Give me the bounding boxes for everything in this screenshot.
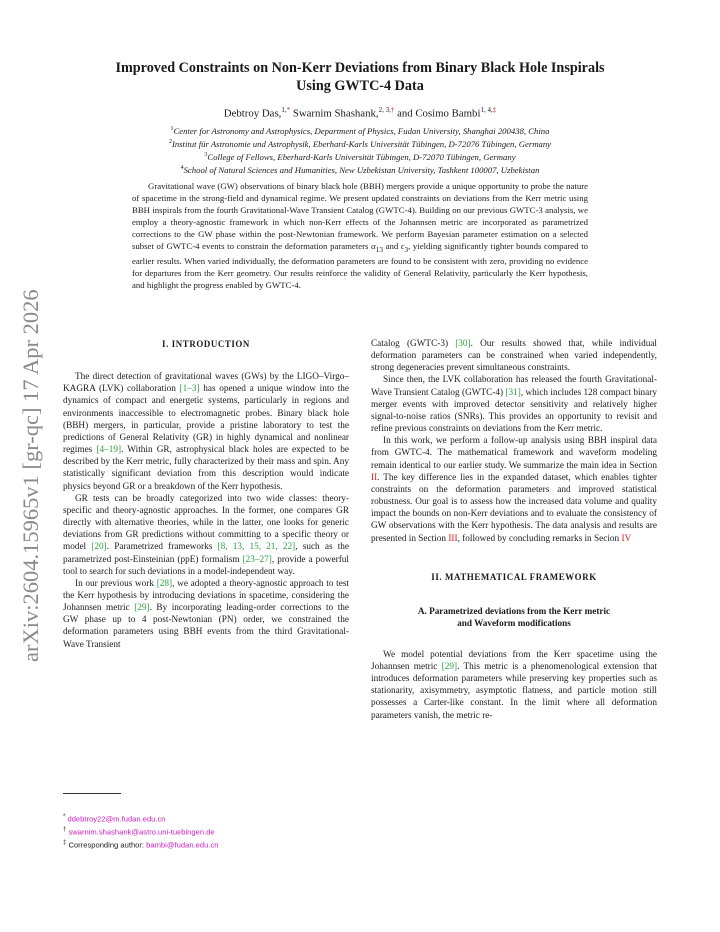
affiliation-1 xyxy=(60,124,660,137)
affiliation-text: Center for Astronomy and Astrophysics, Department of Physics, Fudan University, Shanghai 200438, China xyxy=(173,125,550,136)
body-text: The direct detection of gravitational waves (GWs) by the LIGO–Virgo–KAGRA (LVK) collaboration xyxy=(63,372,349,395)
affiliation-text: School of Natural Sciences and Humanities, New Uzbekistan University, Tashkent 100007, Uzbekistan xyxy=(183,165,540,176)
intro-paragraph-3 xyxy=(63,578,349,651)
body-text: . Within GR, astrophysical black holes are expected to be described by the Kerr metric, fully characterized by their mass and spin. Any statistically significant deviation from this description would indicate physics beyond GR or a breakdown of the Kerr hypothesis. xyxy=(63,445,350,492)
intro-paragraph-1 xyxy=(63,371,349,493)
footnote-mark: * xyxy=(63,814,66,820)
affiliation-number: 4 xyxy=(180,165,184,172)
intro-paragraph-2 xyxy=(63,493,349,578)
citation-link[interactable]: [8, xyxy=(217,542,228,553)
affiliation-text: Institut für Astronomie und Astrophysik, Eberhard-Karls Universität Tübingen, D-72076 Tübingen, Germany xyxy=(171,138,552,149)
subsection-heading-a xyxy=(371,605,657,629)
citation-link[interactable]: [4–19] xyxy=(96,445,122,456)
intro-paragraph-5 xyxy=(371,435,657,544)
affiliation-number: 1 xyxy=(170,126,174,132)
author-das: Debtroy Das, xyxy=(223,107,282,120)
arxiv-sidebar xyxy=(8,262,50,662)
author-shashank: Swarnim Shashank, xyxy=(292,107,379,120)
footnote-bambi xyxy=(63,838,349,851)
author-shashank-affil: 2, 3, xyxy=(378,106,391,114)
body-text: . Our results showed that, while individual deformation parameters can be constrained when varied independently, strong degeneracies prevent simultaneous constraints. xyxy=(371,339,658,374)
abstract-text: , yielding significantly tighter bounds compared to earlier results. When varied individually, the deformation parameters are found to be consistent with zero, providing no evidence for departures from the Kerr geometry. Our results reinforce the validity of General Relativity, particularly the Kerr hypothesis, and highlight the progress enabled by GWTC-4. xyxy=(132,240,589,290)
body-text: GR tests can be broadly categorized into two wide classes: theory-specific and theory-agnostic approaches. In the former, one compares GR directly with alternative theories, while in the latter, one looks for generic deviations from GR predictions without committing to a specific theory or model xyxy=(63,493,349,553)
author-bambi-affil: 1, 4, xyxy=(480,106,493,114)
section-heading-mathematical-framework: II. MATHEMATICAL FRAMEWORK xyxy=(431,571,597,582)
citation-link[interactable]: [28] xyxy=(156,578,173,589)
alpha-subscript: 13 xyxy=(375,245,383,254)
footnote-mark: † xyxy=(63,827,67,834)
author-and: and xyxy=(397,107,413,120)
citation-link[interactable]: 21, xyxy=(266,542,278,553)
right-column xyxy=(371,338,657,722)
footnotes xyxy=(63,812,349,851)
author-bambi-footnote-mark[interactable]: ‡ xyxy=(492,106,497,114)
citation-link[interactable]: 22] xyxy=(282,542,296,553)
footnote-shashank xyxy=(63,825,349,838)
epsilon-subscript: 3 xyxy=(404,245,409,254)
email-link[interactable]: ddebtroy22@m.fudan.edu.cn xyxy=(67,814,166,824)
body-text: In our previous work xyxy=(75,578,157,589)
body-text: Catalog (GWTC-3) xyxy=(371,339,456,349)
abstract-text: Gravitational wave (GW) observations of binary black hole (BBH) mergers provide a unique opportunity to probe the nature of spacetime in the strong-field and dynamical regime. We present updated constraints on deviations from the Kerr metric using BBH inspirals from the fourth Gravitational-Wave Transient Catalog (GWTC-4). Building on our previous GWTC-3 analysis, we employ a theory-agnostic framework in which non-Kerr effects of the Johannsen metric are incorporated as parametrized corrections to the GW phase within the post-Newtonian framework. We perform Bayesian parameter estimation on a selected subset of GWTC-4 events to constrain the deformation parameters xyxy=(132,181,588,251)
affiliation-4 xyxy=(60,163,660,176)
subsection-heading-line: and Waveform modifications xyxy=(457,617,571,628)
footnote-rule xyxy=(63,793,121,794)
citation-link[interactable]: [29] xyxy=(441,661,458,672)
section-reference-link[interactable]: II xyxy=(371,472,378,483)
body-text: , we adopted a theory-agnostic approach to test the Kerr hypothesis by introducing deviations in spacetime, considering the Johannsen metric xyxy=(63,578,349,614)
framework-paragraph-1 xyxy=(371,649,657,722)
intro-paragraph-3-continued xyxy=(371,338,657,374)
citation-link[interactable]: 13, xyxy=(232,542,245,553)
affiliation-text: College of Fellows, Eberhard-Karls Universität Tübingen, D-72070 Tübingen, Germany xyxy=(207,152,516,163)
citation-link[interactable]: [23–27] xyxy=(242,554,272,565)
body-text: . The key difference lies in the expanded dataset, which enables tighter constraints on the deformation parameters and improved statistical robustness. Our goal is to assess how the increased data volume and quality impact the bounds on non-Kerr deviations and to evaluate the consistency of GW observations with the Kerr hypothesis. The data analysis and results are presented in Section xyxy=(371,472,657,544)
affiliation-list xyxy=(60,124,660,176)
citation-link[interactable]: 15, xyxy=(249,542,261,553)
paper-title xyxy=(60,60,660,95)
citation-link[interactable]: [1–3] xyxy=(179,384,200,395)
abstract-text: and xyxy=(382,240,401,251)
author-shashank-footnote-mark[interactable]: † xyxy=(390,106,395,114)
author-list xyxy=(60,106,660,120)
left-column xyxy=(63,338,349,651)
body-text: has opened a unique window into the dynamics of compact and energetic systems, particularly in regions and environments inaccessible to electromagnetic probes. Binary black hole (BBH) mergers, in particular, provide a pristine laboratory to test the predictions of General Relativity (GR) in highly dynamical and nonlinear regimes xyxy=(63,384,349,456)
section-reference-link[interactable]: IV xyxy=(621,533,632,544)
affiliation-number: 2 xyxy=(168,139,172,146)
title-line-1: Improved Constraints on Non-Kerr Deviations from Binary Black Hole Inspirals xyxy=(115,60,605,76)
email-link[interactable]: swarnim.shashank@astro.uni-tuebingen.de xyxy=(68,827,215,837)
author-bambi: Cosimo Bambi xyxy=(415,107,481,120)
body-text: , such as the parametrized post-Einsteinian (ppE) formalism xyxy=(63,542,350,565)
arxiv-identifier[interactable]: arXiv:2604.15965v1 [gr-qc] 17 Apr 2026 xyxy=(18,289,43,662)
author-das-affil: 1, xyxy=(281,106,287,114)
intro-paragraph-4 xyxy=(371,374,657,435)
citation-link[interactable]: [20] xyxy=(91,542,107,553)
body-text: . This metric is a phenomenological extension that introduces deformation parameters while preserving key properties such as stationarity, axisymmetry, asymptotic flatness, and particle motion still possesses a Carter-like constant. In the limit where all deformation parameters vanish, the metric re- xyxy=(371,661,657,721)
citation-link[interactable]: [30] xyxy=(455,339,471,349)
body-text: In this work, we perform a follow-up analysis using BBH inspiral data from GWTC-4. The mathematical framework and waveform modeling remain identical to our earlier study. We summarize the main idea in Section xyxy=(371,436,657,471)
section-heading-introduction: I. INTRODUCTION xyxy=(162,339,250,349)
email-link[interactable]: bambi@fudan.edu.cn xyxy=(146,840,219,850)
body-text: , which includes 128 compact binary merger events with improved detector sensitivity and relatively higher signal-to-noise ratios (SNRs). This provides an opportunity to revisit and refine previous constraints on deviations from the Kerr metric. xyxy=(371,387,657,435)
footnote-mark: ‡ xyxy=(63,840,67,847)
body-text: , followed by concluding remarks in Secion xyxy=(457,533,622,544)
subsection-heading-line: A. Parametrized deviations from the Kerr metric xyxy=(417,605,611,616)
affiliation-number: 3 xyxy=(204,152,208,159)
citation-link[interactable]: [29] xyxy=(134,603,150,614)
abstract xyxy=(132,181,588,292)
body-text: Since then, the LVK collaboration has released the fourth Gravitational-Wave Transient Catalog (GWTC-4) xyxy=(371,375,657,398)
body-text: . By incorporating leading-order corrections to the GW phase up to 4 post-Newtonian (PN) order, we constrained the deformation parameters using BBH events from the third Gravitational-Wave Transient xyxy=(63,603,349,650)
alpha-symbol: α xyxy=(371,240,376,251)
title-line-2: Using GWTC-4 Data xyxy=(296,77,424,94)
body-text: . Parametrized frameworks xyxy=(106,542,218,553)
author-das-footnote-mark[interactable]: * xyxy=(286,106,291,114)
footnote-label: Corresponding author: xyxy=(68,840,147,850)
footnote-das xyxy=(63,812,349,825)
body-text: We model potential deviations from the Kerr spacetime using the Johannsen metric xyxy=(371,649,657,672)
affiliation-2 xyxy=(60,137,660,150)
section-reference-link[interactable]: III xyxy=(448,533,458,544)
body-text: , provide a powerful tool to search for such deviations in a model-independent way. xyxy=(63,554,349,577)
epsilon-symbol: ϵ xyxy=(400,240,405,251)
affiliation-3 xyxy=(60,150,660,163)
citation-link[interactable]: [31] xyxy=(505,387,521,398)
